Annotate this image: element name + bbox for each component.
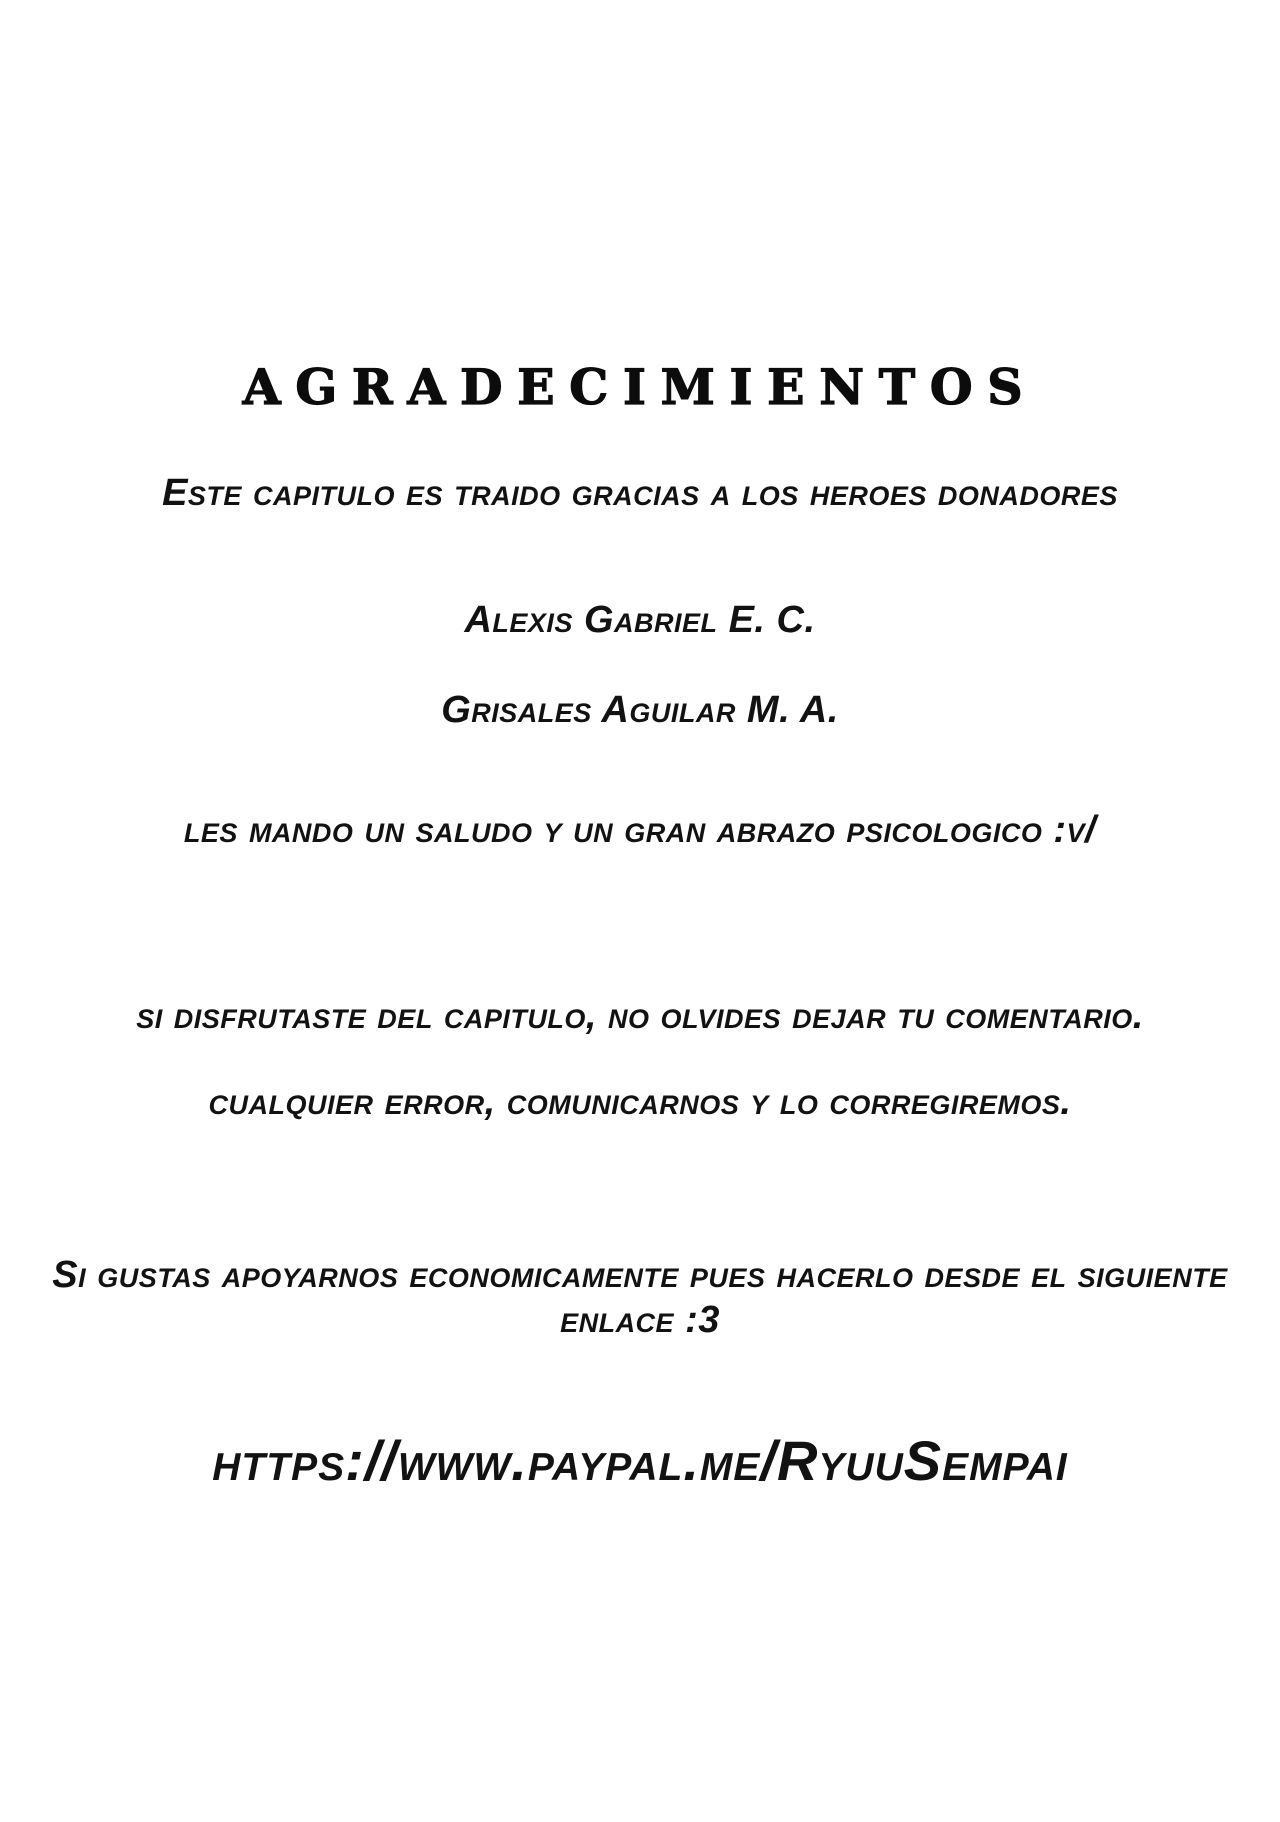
page-title: AGRADECIMIENTOS xyxy=(242,358,1038,416)
greeting-text: les mando un saludo y un gran abrazo psicologico :v/ xyxy=(183,809,1097,851)
intro-text: Este capitulo es traido gracias a los heroes donadores xyxy=(162,472,1118,514)
paypal-link-text: https://www.paypal.me/RyuuSempai xyxy=(212,1429,1068,1492)
donor-name: Grisales Aguilar M. A. xyxy=(441,689,839,731)
donor-name: Alexis Gabriel E. C. xyxy=(464,599,816,641)
comment-request-text: si disfrutaste del capitulo, no olvides dejar tu comentario. xyxy=(136,995,1144,1037)
support-request-text: Si gustas apoyarnos economicamente pues hacerlo desde el siguiente enlace :3 xyxy=(52,1254,1228,1341)
error-note-text: cualquier error, comunicarnos y lo corregiremos. xyxy=(208,1081,1072,1123)
